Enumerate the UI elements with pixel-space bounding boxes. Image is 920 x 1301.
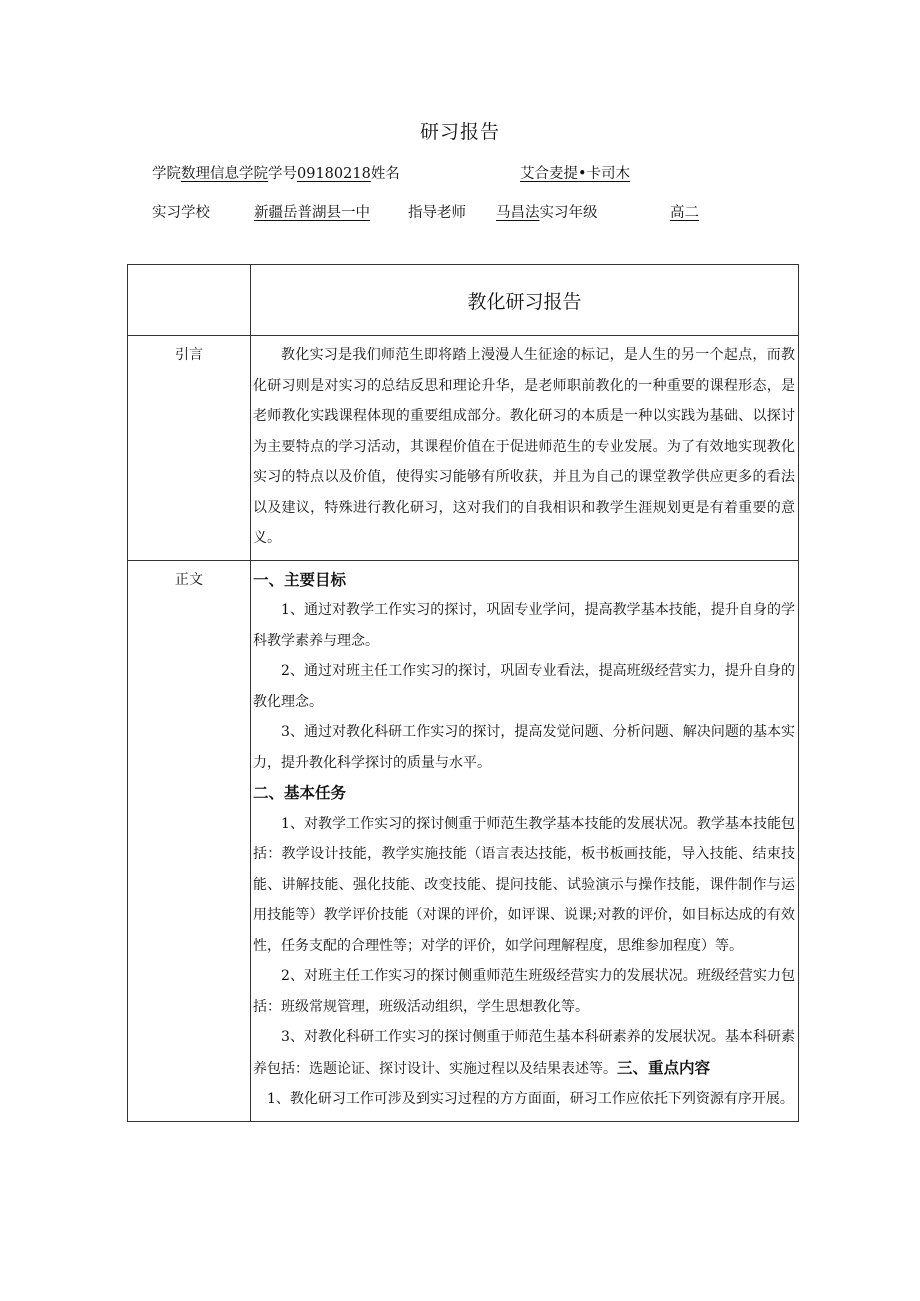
page-title: 研习报告 [419,121,500,143]
body-row [128,560,799,1121]
s3-paragraph-1: 1、教化研习工作可涉及到实习过程的方方面面，研习工作应依托下列资源有序开展。 [267,1091,794,1107]
section3-title: 三、重点内容 [617,1058,711,1077]
grade-label: 实习年级 [539,205,598,221]
name-label: 姓名 [370,166,400,182]
s1-paragraph-1: 1、通过对教学工作实习的探讨，巩固专业学问，提高教学基本技能，提升自身的学科教学素养与理念。 [253,602,795,649]
s2-paragraph-3-with-section3 [253,1022,795,1084]
table-header: 教化研习报告 [251,265,799,336]
teacher-label: 指导老师 [408,205,466,221]
school-value: 新疆岳普湖县一中 [254,205,370,221]
intro-label: 引言 [128,336,251,561]
student-no-label: 学号 [268,166,297,182]
section1-title: 一、主要目标 [253,570,347,589]
intro-cell [251,336,799,561]
section2-title: 二、基本任务 [253,784,347,802]
s1-paragraph-2: 2、通过对班主任工作实习的探讨，巩固专业看法，提高班级经营实力，提升自身的教化理念。 [253,663,795,710]
table-header-row [128,265,799,336]
body-label: 正文 [128,560,251,1121]
college-label: 学院 [152,166,181,182]
s2-paragraph-1: 1、对教学工作实习的探讨侧重于师范生教学基本技能的发展状况。教学基本技能包括：教学设计技能，教学实施技能（语言表达技能，板书板画技能，导入技能、结束技能、讲解技能、强化技能、改变技能、提问技能、试验演示与操作技能，课件制作与运用技能等）教学评价技能（对课的评价，如评课、说课;对教的评价，如目标达成的有效性，任务支配的合理性等；对学的评价，如学问理解程度，思维参加程度）等。 [253,815,795,954]
teacher-value: 马昌法 [496,205,540,221]
report-table [127,264,799,1122]
school-label: 实习学校 [152,205,210,221]
name-value: 艾合麦提•卡司木 [520,166,631,182]
grade-value: 高二 [670,205,699,221]
teacher-grade-group [496,201,598,222]
s1-paragraph-3: 3、通过对教化科研工作实习的探讨，提高发觉问题、分析问题、解决问题的基本实力，提升教化科学探讨的质量与水平。 [253,724,795,771]
info-line-1 [152,162,400,183]
body-cell [251,560,799,1121]
intro-row [128,336,799,561]
college-value: 数理信息学院 [181,166,268,182]
header-empty-cell [128,265,251,336]
intro-text: 教化实习是我们师范生即将踏上漫漫人生征途的标记，是人生的另一个起点，而教化研习则是对实习的总结反思和理论升华，是老师职前教化的一种重要的课程形态，是老师教化实践课程体现的重要组成部分。教化研习的本质是一种以实践为基础、以探讨为主要特点的学习活动，其课程价值在于促进师范生的专业发展。为了有效地实现教化实习的特点以及价值，使得实习能够有所收获，并且为自己的课堂教学供应更多的看法以及建议，特殊进行教化研习，这对我们的自我相识和教学生涯规划更是有着重要的意义。 [253,347,795,546]
s2-paragraph-3: 3、对教化科研工作实习的探讨侧重于师范生基本科研素养的发展状况。基本科研素养包括：选题论证、探讨设计、实施过程以及结果表述等。 [253,1029,795,1077]
s2-paragraph-2: 2、对班主任工作实习的探讨侧重师范生班级经营实力的发展状况。班级经营实力包括：班级常规管理，班级活动组织，学生思想教化等。 [253,968,795,1015]
student-no-value: 09180218 [297,166,371,182]
